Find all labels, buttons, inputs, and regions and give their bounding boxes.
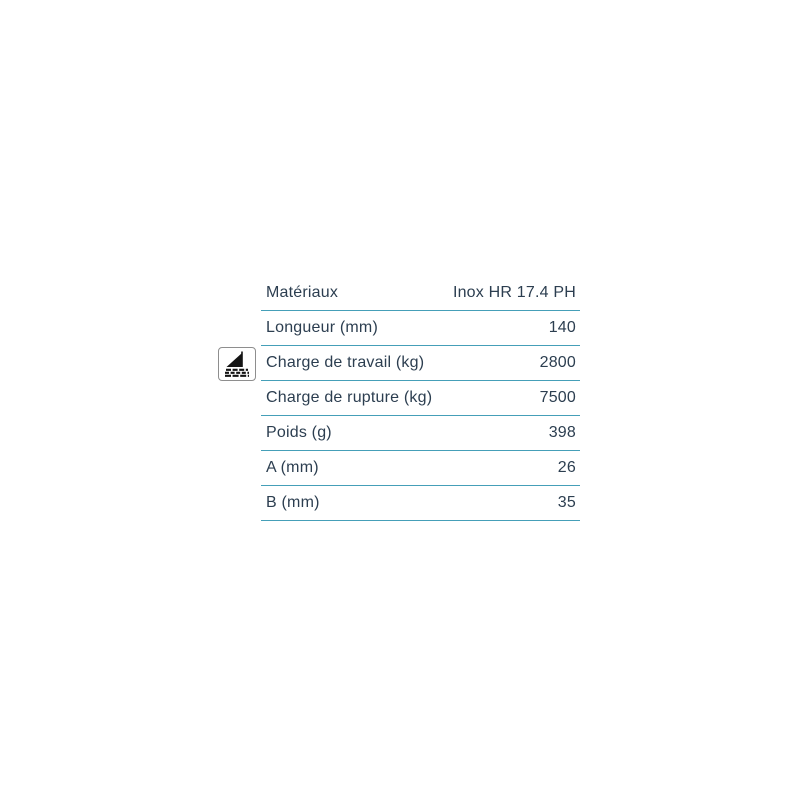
spec-row-materiaux (261, 276, 580, 311)
spec-row-poids (261, 416, 580, 451)
spec-value: 2800 (539, 354, 576, 371)
spec-value: 398 (548, 424, 576, 441)
spec-row-charge-travail (261, 346, 580, 381)
spec-label: Poids (g) (266, 424, 332, 441)
spec-row-a (261, 451, 580, 486)
spec-table (261, 276, 580, 521)
spec-label: Matériaux (266, 284, 339, 301)
spec-value: 35 (557, 494, 576, 511)
spec-row-charge-rupture (261, 381, 580, 416)
spec-value: 7500 (539, 389, 576, 406)
spec-label: Charge de travail (kg) (266, 354, 425, 371)
spec-value: 140 (548, 319, 576, 336)
spec-label: Longueur (mm) (266, 319, 378, 336)
spec-row-b (261, 486, 580, 521)
spec-label: B (mm) (266, 494, 320, 511)
sailboat-icon (221, 349, 253, 379)
spec-value: Inox HR 17.4 PH (452, 284, 576, 301)
spec-label: Charge de rupture (kg) (266, 389, 433, 406)
certification-badge (218, 347, 256, 381)
spec-row-longueur (261, 311, 580, 346)
spec-value: 26 (557, 459, 576, 476)
spec-label: A (mm) (266, 459, 319, 476)
